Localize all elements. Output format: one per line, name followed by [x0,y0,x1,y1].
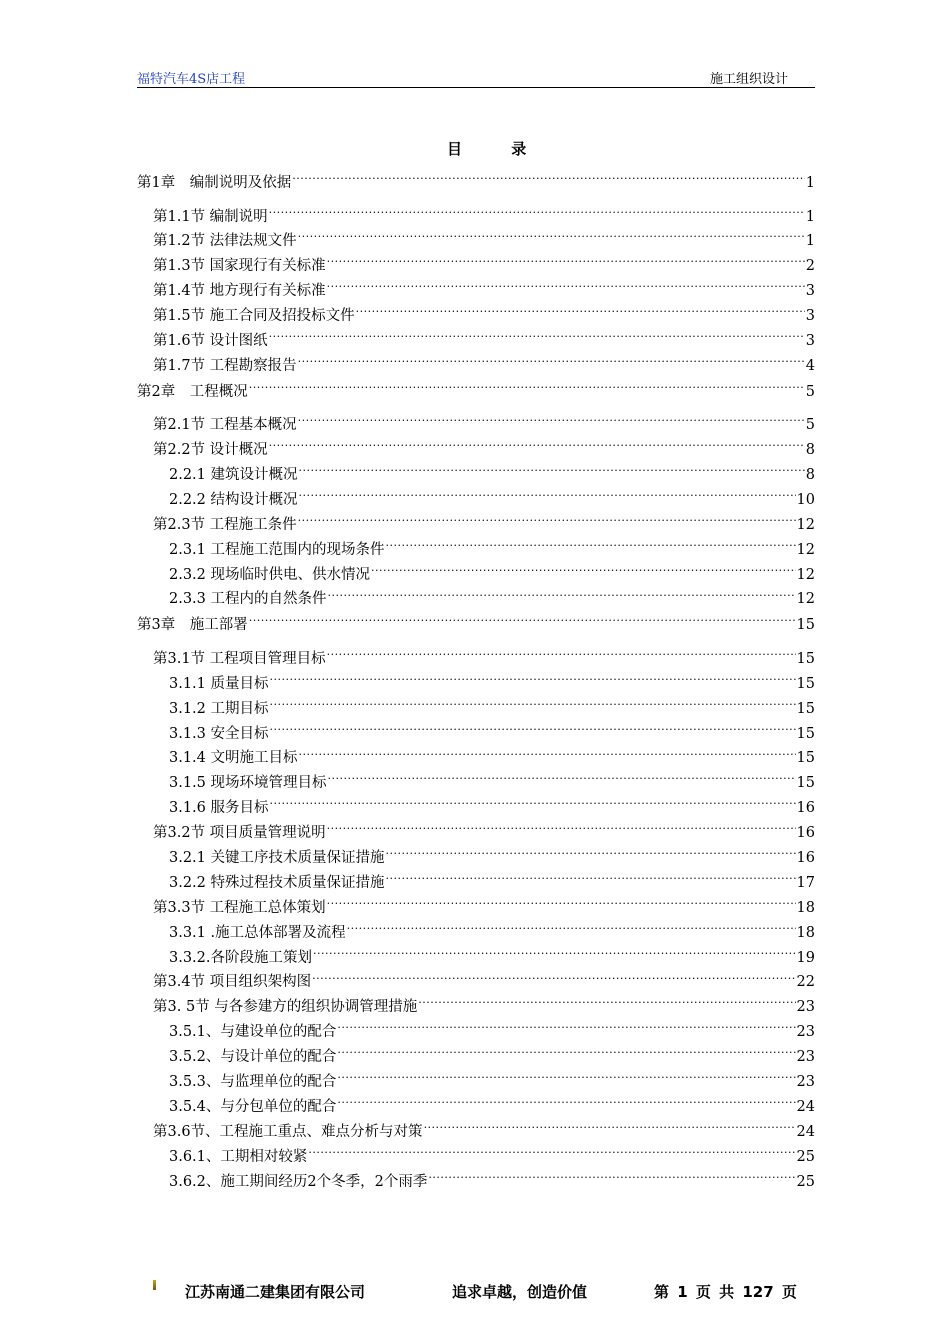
toc-entry-text: 第3章 施工部署 [137,617,248,634]
toc-leader-dots [308,1146,795,1161]
toc-entry[interactable] [137,513,815,538]
toc-entry-text: 第2.3节 工程施工条件 [153,516,297,533]
toc-entry[interactable] [137,354,815,379]
toc-leader-dots [337,1096,795,1111]
toc-entry-page: 15 [796,725,815,742]
page-footer [0,1278,950,1304]
toc-entry-text: 第3.6节、工程施工重点、难点分析与对策 [153,1123,423,1140]
toc-entry-page: 24 [796,1098,815,1115]
toc-entry-text: 3.1.3 安全目标 [169,725,269,742]
toc-entry-page: 8 [805,467,815,484]
toc-leader-dots [418,997,795,1012]
footer-company: 江苏南通二建集团有限公司 [185,1283,366,1301]
toc-entry-page: 15 [796,700,815,717]
toc-leader-dots [299,748,796,763]
toc-leader-dots [313,947,796,962]
toc-leader-dots [249,615,796,630]
toc-leader-dots [328,773,796,788]
toc-entry[interactable] [137,1070,815,1095]
toc-entry[interactable] [137,846,815,871]
toc-entry-page: 23 [796,1074,815,1090]
toc-entry-text: 3.6.2、施工期间经历2个冬季，2个雨季 [169,1173,428,1190]
toc-leader-dots [386,539,796,554]
toc-entry-text: 第3.2节 项目质量管理说明 [153,825,326,842]
toc-entry-text: 第1章 编制说明及依据 [137,175,292,191]
header-divider [137,87,815,88]
toc-entry[interactable] [137,379,815,414]
toc-entry[interactable] [137,746,815,771]
toc-entry[interactable] [137,279,815,304]
toc-leader-dots [269,206,805,221]
toc-entry[interactable] [137,229,815,254]
toc-entry[interactable] [137,170,815,205]
toc-entry-text: 3.1.6 服务目标 [169,800,269,817]
toc-leader-dots [269,330,805,345]
toc-leader-dots [337,1072,795,1087]
toc-entry-text: 第1.7节 工程勘察报告 [153,357,297,374]
toc-entry[interactable] [137,921,815,946]
toc-entry[interactable] [137,304,815,329]
toc-entry-page: 3 [805,283,815,300]
toc-entry-text: 3.2.2 特殊过程技术质量保证措施 [169,874,385,891]
toc-entry-page: 5 [805,383,815,400]
toc-entry[interactable] [137,413,815,438]
toc-entry-page: 8 [805,442,815,459]
toc-entry[interactable] [137,771,815,796]
toc-entry[interactable] [137,205,815,230]
company-logo-mark [153,1280,156,1290]
toc-entry[interactable] [137,672,815,697]
toc-entry-text: 3.1.4 文明施工目标 [169,750,298,767]
toc-leader-dots [337,1047,795,1062]
toc-entry-page: 12 [796,566,815,583]
toc-leader-dots [327,256,805,271]
toc-entry[interactable] [137,612,815,647]
toc-leader-dots [327,897,796,912]
toc-entry[interactable] [137,538,815,563]
footer-slogan: 追求卓越，创造价值 [452,1283,588,1301]
toc-entry-text: 第3. 5节 与各参建方的组织协调管理措施 [153,999,418,1016]
toc-entry-text: 3.5.2、与设计单位的配合 [169,1049,337,1066]
toc-entry-text: 3.1.1 质量目标 [169,675,269,692]
toc-leader-dots [270,698,796,713]
toc-entry[interactable] [137,647,815,672]
toc-entry-page: 1 [805,233,815,250]
toc-leader-dots [292,173,805,188]
toc-leader-dots [312,972,795,987]
toc-leader-dots [327,823,796,838]
toc-entry-page: 23 [796,1049,815,1066]
toc-leader-dots [270,798,796,813]
toc-entry-page: 10 [796,491,815,508]
toc-leader-dots [428,1171,795,1186]
toc-leader-dots [298,514,796,529]
toc-entry-text: 3.3.1 .施工总体部署及流程 [169,924,346,941]
toc-entry-page: 16 [796,800,815,817]
toc-leader-dots [386,847,796,862]
toc-entry[interactable] [137,946,815,971]
footer-page-number: 第 1 页 共 127 页 [654,1283,797,1301]
toc-entry-page: 12 [796,591,815,608]
toc-leader-dots [270,673,796,688]
toc-entry-page: 12 [796,516,815,533]
toc-leader-dots [371,564,796,579]
toc-leader-dots [298,355,805,370]
toc-title: 目 录 [447,140,549,158]
toc-entry[interactable] [137,722,815,747]
toc-entry-page: 25 [796,1148,815,1165]
toc-entry-page: 19 [796,949,815,966]
toc-entry-text: 第2.1节 工程基本概况 [153,417,297,434]
toc-leader-dots [249,381,805,396]
toc-leader-dots [298,231,805,246]
toc-entry-page: 12 [796,541,815,558]
toc-entry-page: 24 [796,1123,815,1140]
toc-entry-page: 15 [796,617,815,634]
toc-entry[interactable] [137,871,815,896]
toc-entry[interactable] [137,995,815,1020]
toc-leader-dots [347,922,796,937]
toc-leader-dots [424,1121,796,1136]
toc-entry-text: 2.2.1 建筑设计概况 [169,467,298,484]
toc-entry-text: 第3.1节 工程项目管理目标 [153,650,326,667]
toc-entry-page: 15 [796,775,815,792]
toc-entry[interactable] [137,563,815,588]
header-document-type: 施工组织设计 [710,72,789,87]
toc-entry[interactable] [137,796,815,821]
toc-entry[interactable] [137,821,815,846]
toc-entry-text: 2.3.1 工程施工范围内的现场条件 [169,541,385,558]
toc-entry-page: 5 [805,417,815,434]
toc-entry-page: 2 [805,258,815,275]
toc-entry[interactable] [137,587,815,612]
toc-entry-text: 3.1.2 工期目标 [169,700,269,717]
toc-entry-page: 23 [796,1024,815,1041]
toc-entry-text: 第3.4节 项目组织架构图 [153,974,312,991]
toc-entry-text: 3.3.2.各阶段施工策划 [169,949,313,966]
toc-entry[interactable] [137,697,815,722]
toc-entry-page: 16 [796,825,815,842]
toc-entry-text: 3.1.5 现场环境管理目标 [169,775,327,792]
toc-entry-text: 3.6.1、工期相对较紧 [169,1148,308,1165]
toc-entry[interactable] [137,1145,815,1170]
toc-entry-text: 第1.4节 地方现行有关标准 [153,283,326,300]
toc-entry-text: 第1.6节 设计图纸 [153,332,268,349]
toc-entry-text: 第3.3节 工程施工总体策划 [153,899,326,916]
toc-entry[interactable] [137,1020,815,1045]
toc-entry-text: 第1.5节 施工合同及招投标文件 [153,308,355,325]
toc-entry-text: 3.5.3、与监理单位的配合 [169,1074,337,1090]
toc-entry-page: 3 [805,332,815,349]
toc-entry-page: 17 [796,874,815,891]
toc-entry[interactable] [137,488,815,513]
toc-entry-text: 3.5.1、与建设单位的配合 [169,1024,337,1041]
toc-entry-page: 15 [796,750,815,767]
toc-entry-text: 第1.1节 编制说明 [153,208,268,225]
toc-entry-text: 2.3.3 工程内的自然条件 [169,591,327,608]
toc-leader-dots [337,1022,795,1037]
toc-entry-page: 1 [805,208,815,225]
toc-leader-dots [327,648,796,663]
toc-entry[interactable] [137,463,815,488]
toc-entry-text: 第1.2节 法律法规文件 [153,233,297,250]
toc-leader-dots [270,723,796,738]
toc-leader-dots [328,589,796,604]
toc-leader-dots [356,306,805,321]
toc-entry-text: 3.2.1 关键工序技术质量保证措施 [169,849,385,866]
toc-entry[interactable] [137,1170,815,1195]
toc-entry-page: 23 [796,999,815,1016]
toc-entry[interactable] [137,896,815,921]
toc-entry-page: 18 [796,899,815,916]
toc-entry-page: 18 [796,924,815,941]
toc-entry-text: 第2章 工程概况 [137,383,248,400]
toc-entry[interactable] [137,1120,815,1145]
toc-leader-dots [299,465,805,480]
toc-leader-dots [327,281,805,296]
toc-entry-page: 1 [805,175,815,191]
toc-entry-text: 3.5.4、与分包单位的配合 [169,1098,337,1115]
toc-leader-dots [269,440,805,455]
toc-entry-text: 第2.2节 设计概况 [153,442,268,459]
toc-entry[interactable] [137,970,815,995]
toc-entry-text: 第1.3节 国家现行有关标准 [153,258,326,275]
toc-entry-text: 2.3.2 现场临时供电、供水情况 [169,566,371,583]
toc-entry-page: 15 [796,675,815,692]
toc-entry-text: 2.2.2 结构设计概况 [169,491,298,508]
toc-entry[interactable] [137,329,815,354]
toc-leader-dots [386,872,796,887]
toc-entry-page: 3 [805,308,815,325]
toc-entry[interactable] [137,1045,815,1070]
toc-entry[interactable] [137,1095,815,1120]
toc-entry-page: 16 [796,849,815,866]
toc-entry-page: 15 [796,650,815,667]
toc-entry[interactable] [137,438,815,463]
toc-entry-page: 25 [796,1173,815,1190]
toc-leader-dots [298,415,805,430]
toc-entry-page: 4 [805,357,815,374]
table-of-contents [137,170,815,1194]
toc-entry-page: 22 [796,974,815,991]
header-project-name: 福特汽车4S店工程 [137,72,246,87]
toc-leader-dots [299,489,796,504]
toc-entry[interactable] [137,254,815,279]
